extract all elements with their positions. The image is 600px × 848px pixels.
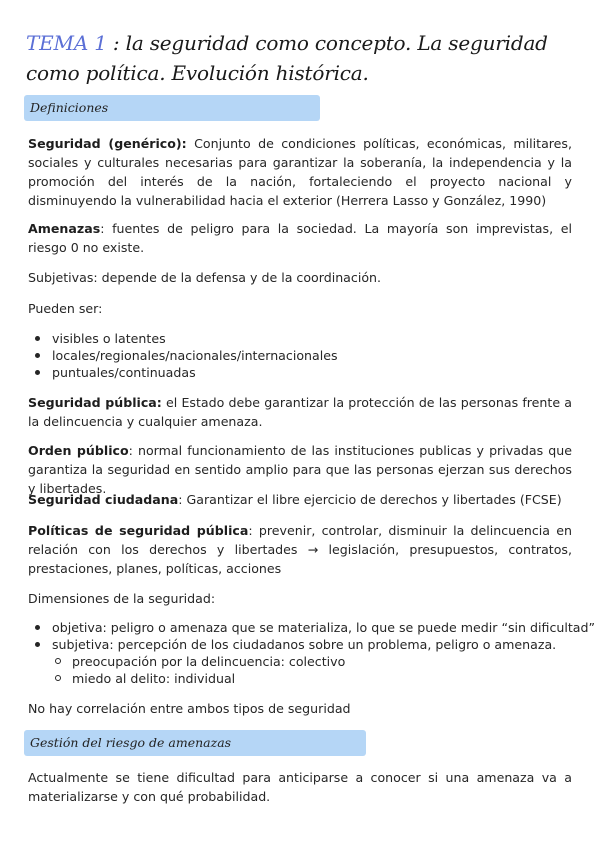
sub-list-item: miedo al delito: individual	[28, 670, 595, 687]
page-title	[26, 28, 586, 88]
dimensiones-list	[28, 619, 595, 687]
text-amenazas: : fuentes de peligro para la sociedad. La mayoría son imprevistas, el riesgo 0 no existe.	[28, 221, 572, 255]
title-text: : la seguridad como concepto. La seguridad como política. Evolución histórica.	[26, 31, 548, 85]
text-orden-publico: : normal funcionamiento de las instituciones publicas y privadas que garantiza la seguridad en sentido amplio para que las personas ejerzan sus derechos y libertades.	[28, 443, 572, 496]
paragraph-amenazas	[28, 219, 572, 257]
amenazas-list	[28, 330, 338, 381]
sub-list-item: preocupación por la delincuencia: colectivo	[28, 653, 595, 670]
text-politicas: : prevenir, controlar, disminuir la delincuencia en relación con los derechos y libertades → legislación, presupuestos, contratos, prestaciones, planes, políticas, acciones	[28, 523, 572, 576]
term-seguridad-ciudadana: Seguridad ciudadana	[28, 492, 179, 507]
paragraph-seguridad-generico	[28, 134, 572, 210]
term-politicas: Políticas de seguridad pública	[28, 523, 249, 538]
text-seguridad-publica: el Estado debe garantizar la protección de las personas frente a la delincuencia y cualquier amenaza.	[28, 395, 572, 429]
paragraph-dimensiones: Dimensiones de la seguridad:	[28, 591, 216, 606]
list-item-objetiva: objetiva: peligro o amenaza que se materializa, lo que se puede medir “sin dificultad”	[28, 619, 595, 636]
paragraph-pueden-ser: Pueden ser:	[28, 301, 103, 316]
paragraph-politicas	[28, 521, 572, 578]
paragraph-subjetivas: Subjetivas: depende de la defensa y de la coordinación.	[28, 270, 382, 285]
paragraph-no-hay: No hay correlación entre ambos tipos de seguridad	[28, 701, 351, 716]
text-seguridad-ciudadana: : Garantizar el libre ejercicio de derechos y libertades (FCSE)	[178, 492, 562, 507]
text-seguridad-generico: Conjunto de condiciones políticas, económicas, militares, sociales y culturales necesarias para garantizar la soberanía, la independencia y la promoción del interés de la nación, fortaleciendo el proyecto nacional y disminuyendo la vulnerabilidad hacia el exterior (Herrera Lasso y González, 1990)	[28, 136, 572, 208]
term-amenazas: Amenazas	[28, 221, 101, 236]
section-banner-definiciones: Definiciones	[24, 95, 320, 121]
list-item: locales/regionales/nacionales/internacionales	[28, 347, 338, 364]
list-item-subjetiva: subjetiva: percepción de los ciudadanos sobre un problema, peligro o amenaza.	[28, 636, 595, 653]
paragraph-seguridad-publica	[28, 393, 572, 431]
paragraph-seguridad-ciudadana	[28, 490, 572, 509]
list-item: visibles o latentes	[28, 330, 338, 347]
section-banner-gestion: Gestión del riesgo de amenazas	[24, 730, 366, 756]
paragraph-actualmente: Actualmente se tiene dificultad para anticiparse a conocer si una amenaza va a materializarse y con qué probabilidad.	[28, 770, 572, 804]
list-item: puntuales/continuadas	[28, 364, 338, 381]
term-seguridad-publica: Seguridad pública:	[28, 395, 162, 410]
term-seguridad-generico: Seguridad (genérico):	[28, 136, 187, 151]
title-tema: TEMA 1	[26, 31, 107, 55]
term-orden-publico: Orden público	[28, 443, 129, 458]
